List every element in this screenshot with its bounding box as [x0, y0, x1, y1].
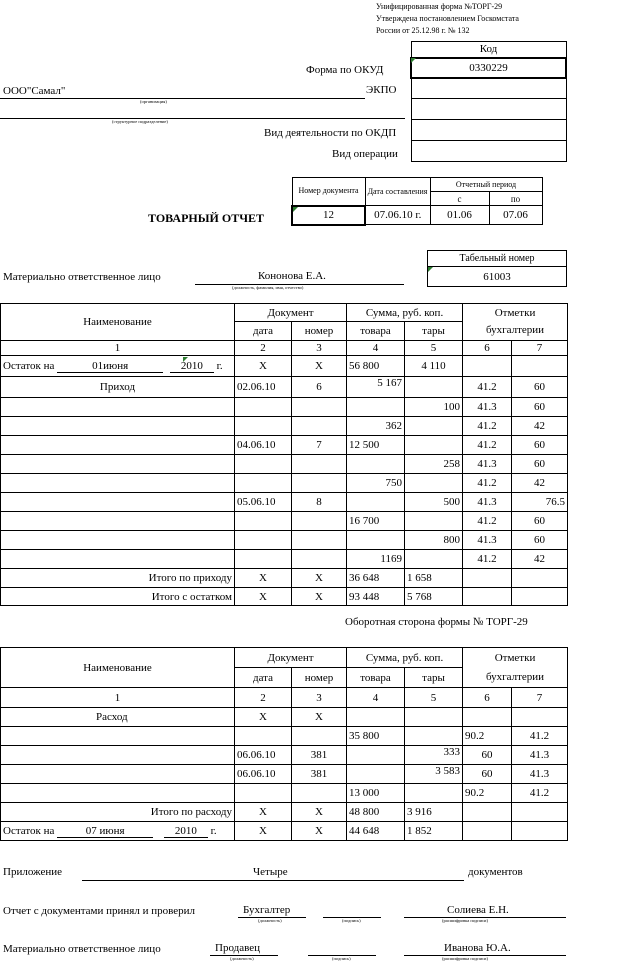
- report-title: ТОВАРНЫЙ ОТЧЕТ: [148, 211, 265, 225]
- table-row: 258 41.3 60: [1, 455, 568, 474]
- th-tare: тары: [405, 322, 463, 341]
- th-document: Документ: [235, 304, 347, 322]
- col-period: Отчетный период: [430, 178, 542, 192]
- report-number: 12: [292, 206, 365, 225]
- table-row: Приход 02.06.10 6 5 167 41.2 60: [1, 377, 568, 398]
- report-date: 07.06.10 г.: [365, 206, 430, 225]
- resp-footer-label: Материально ответственное лицо: [3, 943, 161, 955]
- th-number: номер: [292, 322, 347, 341]
- balance-year: 2010: [164, 825, 208, 838]
- th-marks: Отметки бухгалтерии: [463, 648, 568, 688]
- unit-caption: (структурное подразделение): [112, 119, 168, 124]
- table-row: 750 41.2 42: [1, 474, 568, 493]
- responsible-name: Кононова Е.А.: [258, 270, 326, 282]
- total-balance-row: Итого с остатком Х Х 93 448 5 768: [1, 588, 568, 606]
- table-row: 06.06.10 381 333 60 41.3: [1, 746, 568, 765]
- attachment-label: Приложение: [3, 866, 63, 878]
- column-numbers-row: 1 2 3 4 5 6 7: [1, 341, 568, 356]
- balance-day: 01июня: [57, 360, 163, 373]
- col-from: с: [430, 192, 489, 206]
- table-row: 100 41.3 60: [1, 398, 568, 417]
- th-document: Документ: [235, 648, 347, 668]
- cell-marker-icon: [183, 357, 188, 362]
- accountant-name: Солиева Е.Н.: [447, 904, 509, 916]
- form-name: Унифицированная форма №ТОРГ-29: [376, 2, 503, 11]
- okpo-label: ЭКПО: [366, 84, 397, 96]
- th-goods: товара: [347, 668, 405, 688]
- year-suffix: г.: [210, 824, 217, 837]
- caption-position: (должность): [230, 956, 254, 961]
- cell-marker-icon: [411, 58, 416, 63]
- balance-label: Остаток на: [3, 359, 55, 372]
- okud-label: Форма по ОКУД: [306, 64, 384, 76]
- caption-signature: (подпись): [342, 918, 361, 923]
- accepted-label: Отчет с документами принял и проверил: [3, 905, 196, 917]
- responsible-label: Материально ответственное лицо: [3, 271, 161, 283]
- period-from: 01.06: [430, 206, 489, 225]
- year-suffix: г.: [216, 359, 223, 372]
- th-marks: Отметки бухгалтерии: [463, 304, 568, 341]
- reverse-caption: Оборотная сторона формы № ТОРГ-29: [345, 616, 528, 628]
- org-caption: (организация): [140, 99, 167, 104]
- codes-table: [410, 41, 567, 162]
- caption-name: (расшифровка подписи): [442, 956, 488, 961]
- tab-number-label: Табельный номер: [428, 251, 567, 267]
- tab-number-table: [427, 250, 567, 287]
- resp-name: Иванова Ю.А.: [444, 942, 511, 954]
- front-table: [0, 303, 568, 606]
- org-name: ООО"Самал": [3, 85, 66, 97]
- code-header: Код: [411, 42, 566, 58]
- attachment-value: Четыре: [253, 866, 288, 878]
- table-row: 362 41.2 42: [1, 417, 568, 436]
- okud-value: 0330229: [411, 58, 566, 78]
- accountant-position: Бухгалтер: [243, 904, 291, 916]
- th-number: номер: [292, 668, 347, 688]
- table-row: 05.06.10 8 500 41.3 76.5: [1, 493, 568, 512]
- period-to: 07.06: [489, 206, 542, 225]
- approved-date: России от 25.12.98 г. № 132: [376, 26, 470, 35]
- table-row: 800 41.3 60: [1, 531, 568, 550]
- th-sum: Сумма, руб. коп.: [347, 304, 463, 322]
- th-name: Наименование: [1, 648, 235, 688]
- operation-value: [411, 141, 566, 162]
- tab-number-value: 61003: [428, 267, 567, 287]
- col-to: по: [489, 192, 542, 206]
- operation-label: Вид операции: [332, 148, 398, 160]
- col-doc-date: Дата составления: [365, 178, 430, 206]
- balance-year: 2010: [170, 360, 214, 373]
- balance-day: 07 июня: [57, 825, 153, 838]
- total-income-row: Итого по приходу Х Х 36 648 1 658: [1, 569, 568, 588]
- total-expense-row: Итого по расходу Х Х 48 800 3 916: [1, 803, 568, 822]
- table-row: 06.06.10 381 3 583 60 41.3: [1, 765, 568, 784]
- table-row: 16 700 41.2 60: [1, 512, 568, 531]
- table-row: 13 000 90.2 41.2: [1, 784, 568, 803]
- back-table: [0, 647, 568, 841]
- col-doc-number: Номер документа: [292, 178, 365, 206]
- th-name: Наименование: [1, 304, 235, 341]
- okpo-value: [411, 78, 566, 99]
- okdp-label: Вид деятельности по ОКДП: [264, 127, 397, 139]
- th-sum: Сумма, руб. коп.: [347, 648, 463, 668]
- table-row: 1169 41.2 42: [1, 550, 568, 569]
- okdp-value: [411, 120, 566, 141]
- expense-label: Расход: [1, 708, 235, 727]
- responsible-caption: (должность, фамилия, имя, отчество): [232, 285, 304, 290]
- caption-name: (расшифровка подписи): [442, 918, 488, 923]
- cell-marker-icon: [293, 207, 298, 212]
- th-goods: товара: [347, 322, 405, 341]
- approved-text: Утверждена постановлением Госкомстата: [376, 14, 519, 23]
- table-row: 04.06.10 7 12 500 41.2 60: [1, 436, 568, 455]
- expense-row: Расход Х Х: [1, 708, 568, 727]
- report-table: [291, 177, 543, 226]
- table-row: 35 800 90.2 41.2: [1, 727, 568, 746]
- opening-balance-row: Остаток на 01июня 2010 г. Х Х 56 800 4 110: [1, 356, 568, 377]
- documents-label: документов: [468, 866, 523, 878]
- column-numbers-row: 1 2 3 4 5 6 7: [1, 688, 568, 708]
- unit-code: [411, 99, 566, 120]
- caption-signature: (подпись): [332, 956, 351, 961]
- caption-position: (должность): [258, 918, 282, 923]
- balance-label: Остаток на: [3, 824, 55, 837]
- income-label: Приход: [1, 377, 235, 398]
- cell-marker-icon: [428, 267, 433, 272]
- th-date: дата: [235, 322, 292, 341]
- closing-balance-row: Остаток на 07 июня 2010 г. Х Х 44 648 1 852: [1, 822, 568, 841]
- th-tare: тары: [405, 668, 463, 688]
- th-date: дата: [235, 668, 292, 688]
- resp-position: Продавец: [215, 942, 261, 954]
